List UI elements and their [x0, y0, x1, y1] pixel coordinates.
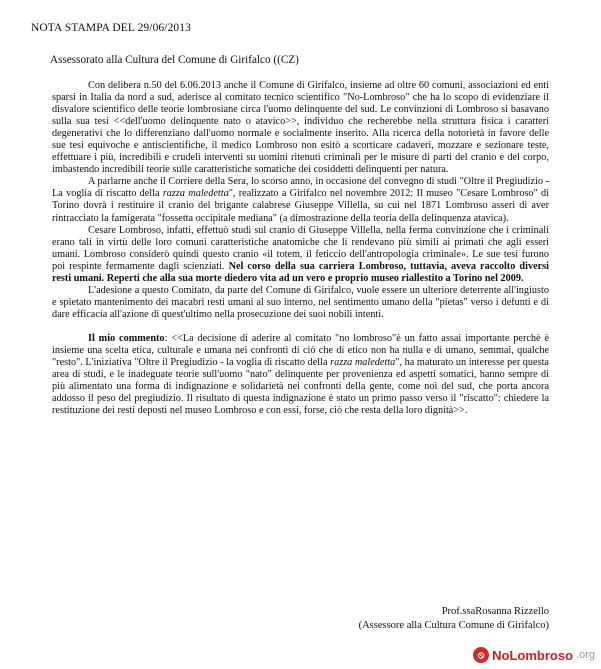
text-run: ", realizzato a Girifalco nel novembre 2012: Il museo "Cesare Lombroso" di Torino dovrà i restituire il cranio del brigante calabrese Giuseppe Villella, su cui nel 1871 Lombroso asserì di aver rintracciato la famigerata "fossetta occipitale mediana" (a dimostrazione della teoria della delinquenza atavica). — [52, 188, 549, 224]
paragraph-4 — [52, 285, 549, 321]
text-run: razza maledetta — [330, 357, 396, 369]
signature-name: Prof.ssaRosanna Rizzello — [441, 606, 549, 617]
press-release-body — [52, 80, 549, 417]
paragraph-1 — [52, 80, 549, 176]
text-run: ", ha maturato un interesse per questa area di studi, e le inadeguate teorie sull'uomo "nato" delinquente per provenienza ed aspetti somatici, hanno sempre di più alimentato una forma di indignazione e solidarietà nei confronti della gente, come noi del sud, che porta ancora addosso il peso del pregiudizio. Il risultato di questa indignazione è stato un primo passo verso il "riscatto": chiedere la restituzione dei resti deposti nel museo Lombroso e con essi, forse, ciò che resta della loro dignità>>. — [52, 357, 549, 417]
nolombroso-watermark — [473, 647, 595, 663]
signature-block — [359, 605, 549, 633]
text-run: Nel corso della sua carriera Lombroso, tuttavia, aveva raccolto diversi resti umani. Reperti che alla sua morte diedero vita ad un vero e proprio museo riallestito a Torino nel 2009. — [52, 260, 550, 284]
press-release-header: NOTA STAMPA DEL 29/06/2013 — [31, 22, 191, 34]
text-run: : <<La decisione di aderire al comitato "no lombroso"è un fatto assai importante perchè è insieme una scelta etica, culturale e umana nei confronti di ciò che di etico non ha nulla e di umano, semmai, qualche "resto". L'iniziativa "Oltre il Pregiudizio - la voglia di riscatto della — [52, 332, 549, 369]
signature-role: (Assessore alla Cultura Comune di Girifalco) — [358, 620, 549, 631]
watermark-brand: NoLombroso — [492, 647, 574, 663]
paragraph-3 — [52, 225, 549, 285]
text-run: L'adesione a questo Comitato, da parte del Comune di Girifalco, vuole essere un ulteriore deterrente all'ingiusto e spietato mantenimento dei macabri resti umani al suo interno, nel sentimento umano della "pietas" verso i defunti e di dare efficacia all'azione di quest'ultimo nella prosecuzione dei suoi nobili intenti. — [52, 284, 549, 320]
text-run: Il mio commento — [88, 332, 165, 344]
no-symbol-icon: ⦸ — [473, 647, 489, 663]
text-run: razza maledetta — [162, 188, 229, 200]
paragraph-spacer — [52, 321, 549, 333]
paragraph-comment — [52, 333, 549, 417]
press-release-subheader: Assessorato alla Cultura del Comune di Girifalco ((CZ) — [50, 54, 299, 66]
text-run: A parlarne anche il Corriere della Sera, lo scorso anno, in occasione del convegno di studi "Oltre il Pregiudizio - La voglia di riscatto della — [52, 176, 549, 200]
text-run: Con delibera n.50 del 6.06.2013 anche il Comune di Girifalco, insieme ad oltre 60 comuni, associazioni ed enti sparsi in Italia da nord a sud, aderisce al comitato tecnico scientifico "No-Lombroso" che ha lo scopo di evidenziare il disvalore scientifico delle teorie lombrosiane circa l'uomo delinquente del sud. Le convinzioni di Lombroso si basavano sulla sua tesi <<dell'uomo delinquente nato o atavico>>, individuo che recherebbe nella struttura fisica i caratteri degenerativi che lo differenziano dall'uomo normale e socialmente inserito. Alla ricerca della notorietà in favore delle sue tesi equivoche e antiscientifiche, il medico Lombroso non esitò a scorticare cadaveri, mozzare e sezionare teste, effettuare i più, incredibili e crudeli interventi su uomini ritenuti criminali per le misure di parti del cranio e del corpo, imbastendo incredibili teorie sulle caratteristiche somatiche dei cosiddetti delinquenti per natura. — [52, 80, 549, 176]
text-run: Cesare Lombroso, infatti, effettuò studi sul cranio di Giuseppe Villella, nella ferma convinzione che i criminali erano tali in virtù delle loro comuni caratteristiche anatomiche che li rendevano più simili ai primati che agli esseri umani. Lombroso considerò quindi questo cranio «il totem, il feticcio dell'antropologia criminale». Le sue tesi furono poi respinte fermamente dagli scienziati. — [52, 224, 549, 272]
watermark-tld: .org — [576, 649, 595, 661]
paragraph-2 — [52, 176, 549, 224]
